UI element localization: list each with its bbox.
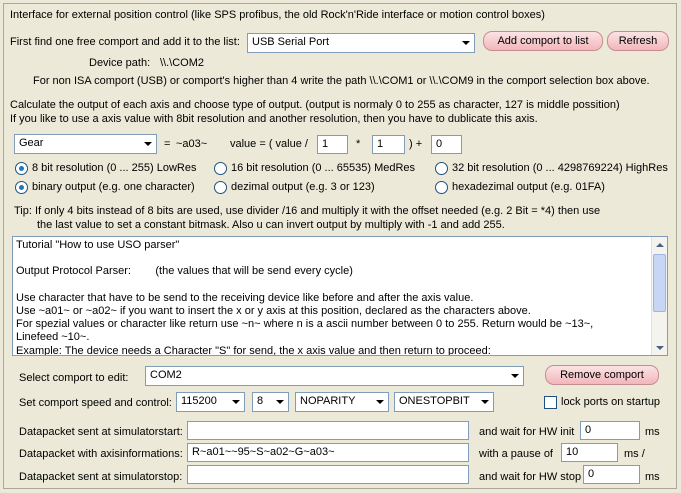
eq-sign: = <box>164 138 171 150</box>
wait-stop-unit: ms <box>645 471 660 483</box>
wait-init-label: and wait for HW init <box>479 426 575 438</box>
comport-select-value: USB Serial Port <box>252 36 330 48</box>
radio-hex[interactable] <box>435 181 448 194</box>
tutorial-line <box>16 252 650 265</box>
comport-path-note: For non ISA comport (USB) or comport's higher than 4 write the path \\.\COM1 or \\.\COM9 in the comport selection box above. <box>33 75 650 87</box>
chevron-down-icon[interactable] <box>507 367 523 385</box>
tutorial-line: Linefeed ~10~. <box>16 331 90 344</box>
remove-comport-button[interactable]: Remove comport <box>545 365 659 385</box>
radio-32bit-label: 32 bit resolution (0 ... 4298769224) HighRes <box>452 162 668 174</box>
tutorial-line: Output Protocol Parser: (the values that will be send every cycle) <box>16 265 353 278</box>
baud-select[interactable] <box>176 392 245 412</box>
tip-line1: Tip: If only 4 bits instead of 8 bits are used, use divider /16 and multiply it with the offset needed (e.g. 2 Bit = *4) then use <box>14 205 601 217</box>
tutorial-line <box>16 279 650 292</box>
device-path-label: Device path: <box>89 57 151 69</box>
chevron-down-icon[interactable] <box>228 393 244 411</box>
scroll-up-icon[interactable] <box>652 237 667 252</box>
chevron-down-icon[interactable] <box>372 393 388 411</box>
stop-packet-label: Datapacket sent at simulatorstop: <box>19 471 183 483</box>
tip-line2: the last value to set a constant bitmask. Also u can invert output by multiply with -1 and add 255. <box>37 219 505 231</box>
start-packet-label: Datapacket sent at simulatorstart: <box>19 426 183 438</box>
find-comport-label: First find one free comport and add it to the list: <box>10 36 240 48</box>
axis-packet-label: Datapacket with axisinformations: <box>19 448 183 460</box>
radio-32bit[interactable] <box>435 162 448 175</box>
plus-sign: ) + <box>409 138 423 150</box>
radio-binary-label: binary output (e.g. one character) <box>32 181 195 193</box>
tutorial-line: Tutorial "How to use USO parser" <box>16 239 180 251</box>
scroll-thumb[interactable] <box>653 254 666 312</box>
device-path-value: \\.\COM2 <box>160 57 205 69</box>
tutorial-text <box>16 239 650 356</box>
axis-desc-line2: If you like to use a axis value with 8bit resolution and another resolution, then you have to dublicate this axis. <box>10 113 538 125</box>
pause-unit: ms / <box>624 448 645 460</box>
tutorial-line: Use ~a01~ or ~a02~ if you want to insert the x or y axis at this position, declared as the characters above. <box>16 305 531 318</box>
radio-hex-label: hexadezimal output (e.g. 01FA) <box>452 181 605 193</box>
speed-control-label: Set comport speed and control: <box>19 397 172 409</box>
pause-label: with a pause of <box>479 448 553 460</box>
stopbits-select-value: ONESTOPBIT <box>399 395 470 407</box>
add-comport-button[interactable]: Add comport to list <box>483 31 603 51</box>
radio-16bit[interactable] <box>214 162 227 175</box>
chevron-down-icon[interactable] <box>140 135 156 153</box>
axis-select-value: Gear <box>19 137 44 149</box>
radio-8bit[interactable] <box>15 162 28 175</box>
select-comport-label: Select comport to edit: <box>19 372 129 384</box>
tutorial-line: For spezial values or character like return use ~n~ where n is a ascii number between 0 to 255. Return would be ~13~, <box>16 318 594 331</box>
wait-stop-label: and wait for HW stop <box>479 471 582 483</box>
tutorial-line: Example: The device needs a Character "S" for send, the x axis value and then return to proceed: <box>16 344 491 356</box>
tutorial-line: Use character that have to be send to the receiving device like before and after the axis value. <box>16 291 474 304</box>
chevron-down-icon[interactable] <box>272 393 288 411</box>
wait-init-input[interactable]: 0 <box>580 421 640 440</box>
panel-title: Interface for external position control (like SPS profibus, the old Rock'n'Ride interface or motion control boxes) <box>10 9 545 21</box>
radio-decimal-label: dezimal output (e.g. 3 or 123) <box>231 181 375 193</box>
pause-input[interactable]: 10 <box>561 443 618 462</box>
stopbits-select[interactable] <box>394 392 494 412</box>
edit-comport-select-value: COM2 <box>150 369 182 381</box>
formula-prefix: value = ( value / <box>230 138 308 150</box>
wait-init-unit: ms <box>645 426 660 438</box>
comport-select[interactable] <box>247 33 475 53</box>
scroll-down-icon[interactable] <box>652 340 667 355</box>
refresh-button[interactable]: Refresh <box>607 31 669 51</box>
mul-sign: * <box>356 138 361 150</box>
chevron-down-icon[interactable] <box>477 393 493 411</box>
parity-select[interactable] <box>295 392 389 412</box>
radio-16bit-label: 16 bit resolution (0 ... 65535) MedRes <box>231 162 416 174</box>
databits-select-value: 8 <box>257 395 264 407</box>
offset-input[interactable]: 0 <box>431 135 462 154</box>
tutorial-textarea[interactable] <box>12 236 668 356</box>
axis-select[interactable] <box>14 134 157 154</box>
radio-binary[interactable] <box>15 181 28 194</box>
edit-comport-select[interactable] <box>145 366 524 386</box>
parity-select-value: NOPARITY <box>300 395 356 407</box>
radio-8bit-label: 8 bit resolution (0 ... 255) LowRes <box>32 162 197 174</box>
tutorial-scrollbar[interactable] <box>651 237 667 355</box>
divisor-input[interactable]: 1 <box>317 135 348 154</box>
axis-packet-input[interactable]: R~a01~~95~S~a02~G~a03~ <box>187 443 469 462</box>
baud-select-value: 115200 <box>181 395 217 407</box>
stop-packet-input[interactable] <box>187 465 469 484</box>
lock-ports-label: lock ports on startup <box>561 396 661 408</box>
chevron-down-icon[interactable] <box>458 34 474 52</box>
multiplier-input[interactable]: 1 <box>372 135 405 154</box>
databits-select[interactable] <box>252 392 289 412</box>
axis-desc-line1: Calculate the output of each axis and choose type of output. (output is normaly 0 to 255 as character, 127 is middle possition) <box>10 99 620 111</box>
lock-ports-checkbox[interactable] <box>544 396 557 409</box>
axis-token: ~a03~ <box>176 138 208 150</box>
wait-stop-input[interactable]: 0 <box>583 465 640 484</box>
radio-decimal[interactable] <box>214 181 227 194</box>
start-packet-input[interactable] <box>187 421 469 440</box>
